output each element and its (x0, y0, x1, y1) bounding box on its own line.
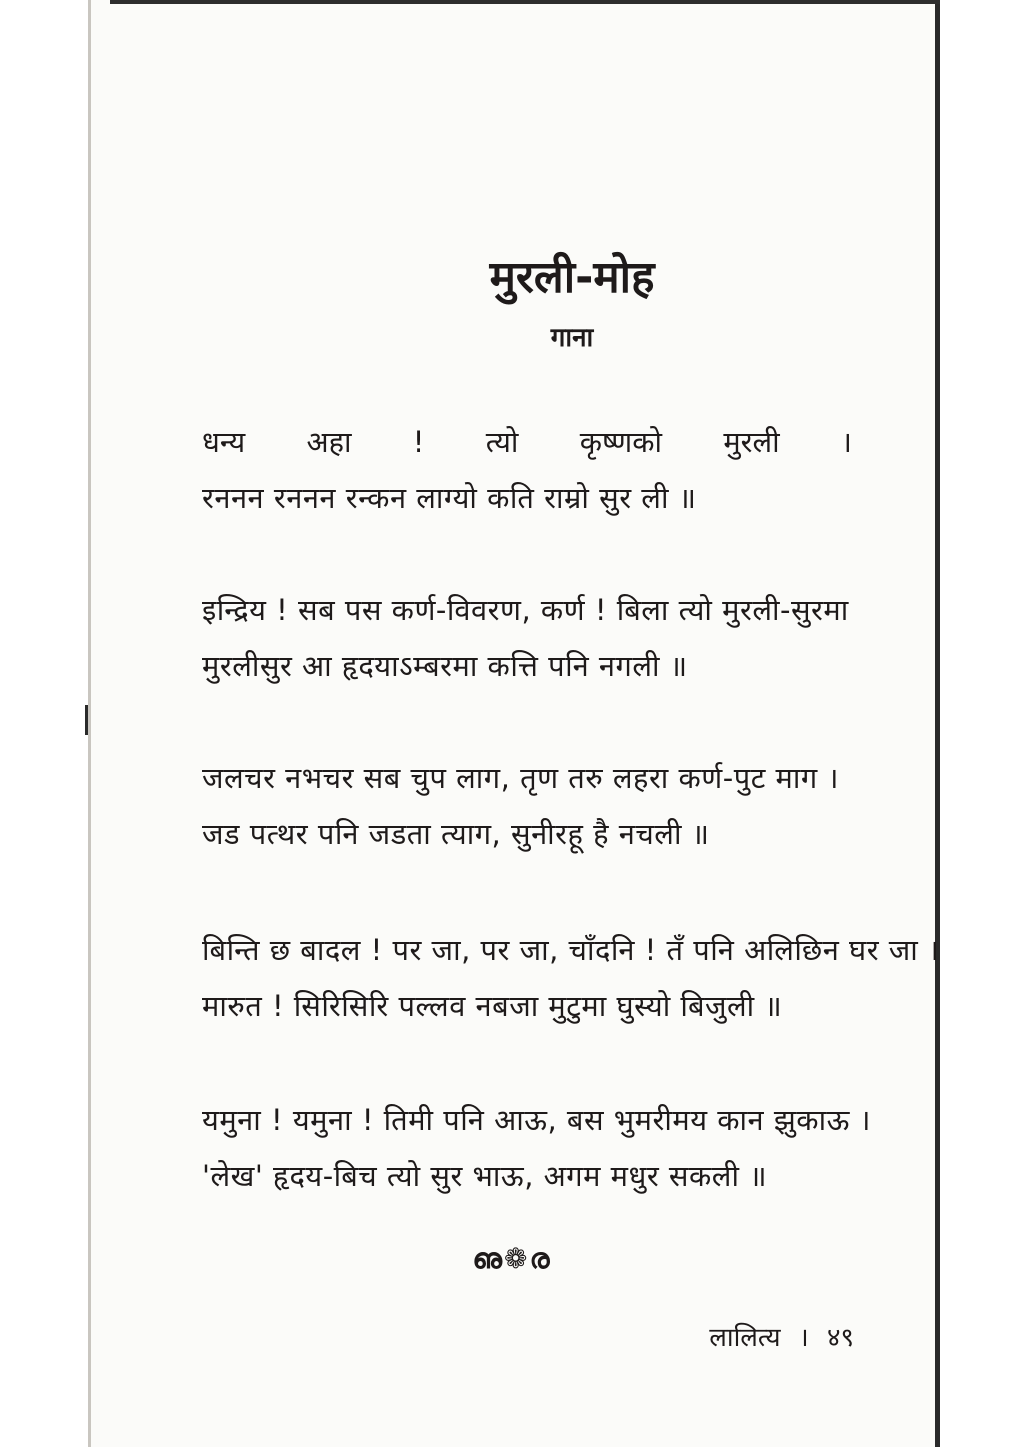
stanza-5 (202, 1092, 872, 1204)
verse-line: रननन रननन रन्कन लाग्यो कति राम्रो सुर ली ॥ (202, 481, 697, 515)
footer-separator: । (798, 1323, 809, 1353)
verse-line: 'लेख' हृदय-बिच त्यो सुर भाऊ, अगम मधुर सकली ॥ (202, 1159, 768, 1193)
stanza-1 (202, 414, 852, 526)
verse-line: बिन्ति छ बादल ! पर जा, पर जा, चाँदनि ! तँ पनि अलिछिन घर जा । (202, 933, 940, 967)
verse-line: जड पत्थर पनि जडता त्याग, सुनीरहू है नचली ॥ (202, 817, 710, 851)
verse-line: जलचर नभचर सब चुप लाग, तृण तरु लहरा कर्ण-पुट माग । (202, 761, 839, 795)
verse-line: मुरलीसुर आ हृदयाऽम्बरमा कत्ति पनि नगली ॥ (202, 649, 688, 683)
poem-title: मुरली-मोह (489, 252, 655, 303)
page-top-edge (110, 0, 940, 4)
stanza-4 (202, 922, 940, 1034)
book-title: लालित्य (709, 1323, 781, 1353)
verse-line: धन्य अहा ! त्यो कृष्णको मुरली । (202, 425, 852, 459)
stanza-3 (202, 750, 852, 862)
margin-mark (85, 705, 88, 735)
stanza-2 (202, 582, 852, 694)
verse-line: मारुत ! सिरिसिरि पल्लव नबजा मुटुमा घुस्यो बिजुली ॥ (202, 989, 783, 1023)
verse-line: इन्द्रिय ! सब पस कर्ण-विवरण, कर्ण ! बिला त्यो मुरली-सुरमा (202, 593, 849, 627)
page-footer (699, 1318, 854, 1354)
page-number: ४९ (826, 1323, 854, 1353)
book-page (88, 0, 940, 1447)
verse-line: यमुना ! यमुना ! तिमी पनि आऊ, बस भुमरीमय कान झुकाऊ । (202, 1103, 872, 1137)
poem-subtitle: गाना (550, 323, 594, 353)
ornament-divider: ഌ❁ര (472, 1242, 552, 1275)
